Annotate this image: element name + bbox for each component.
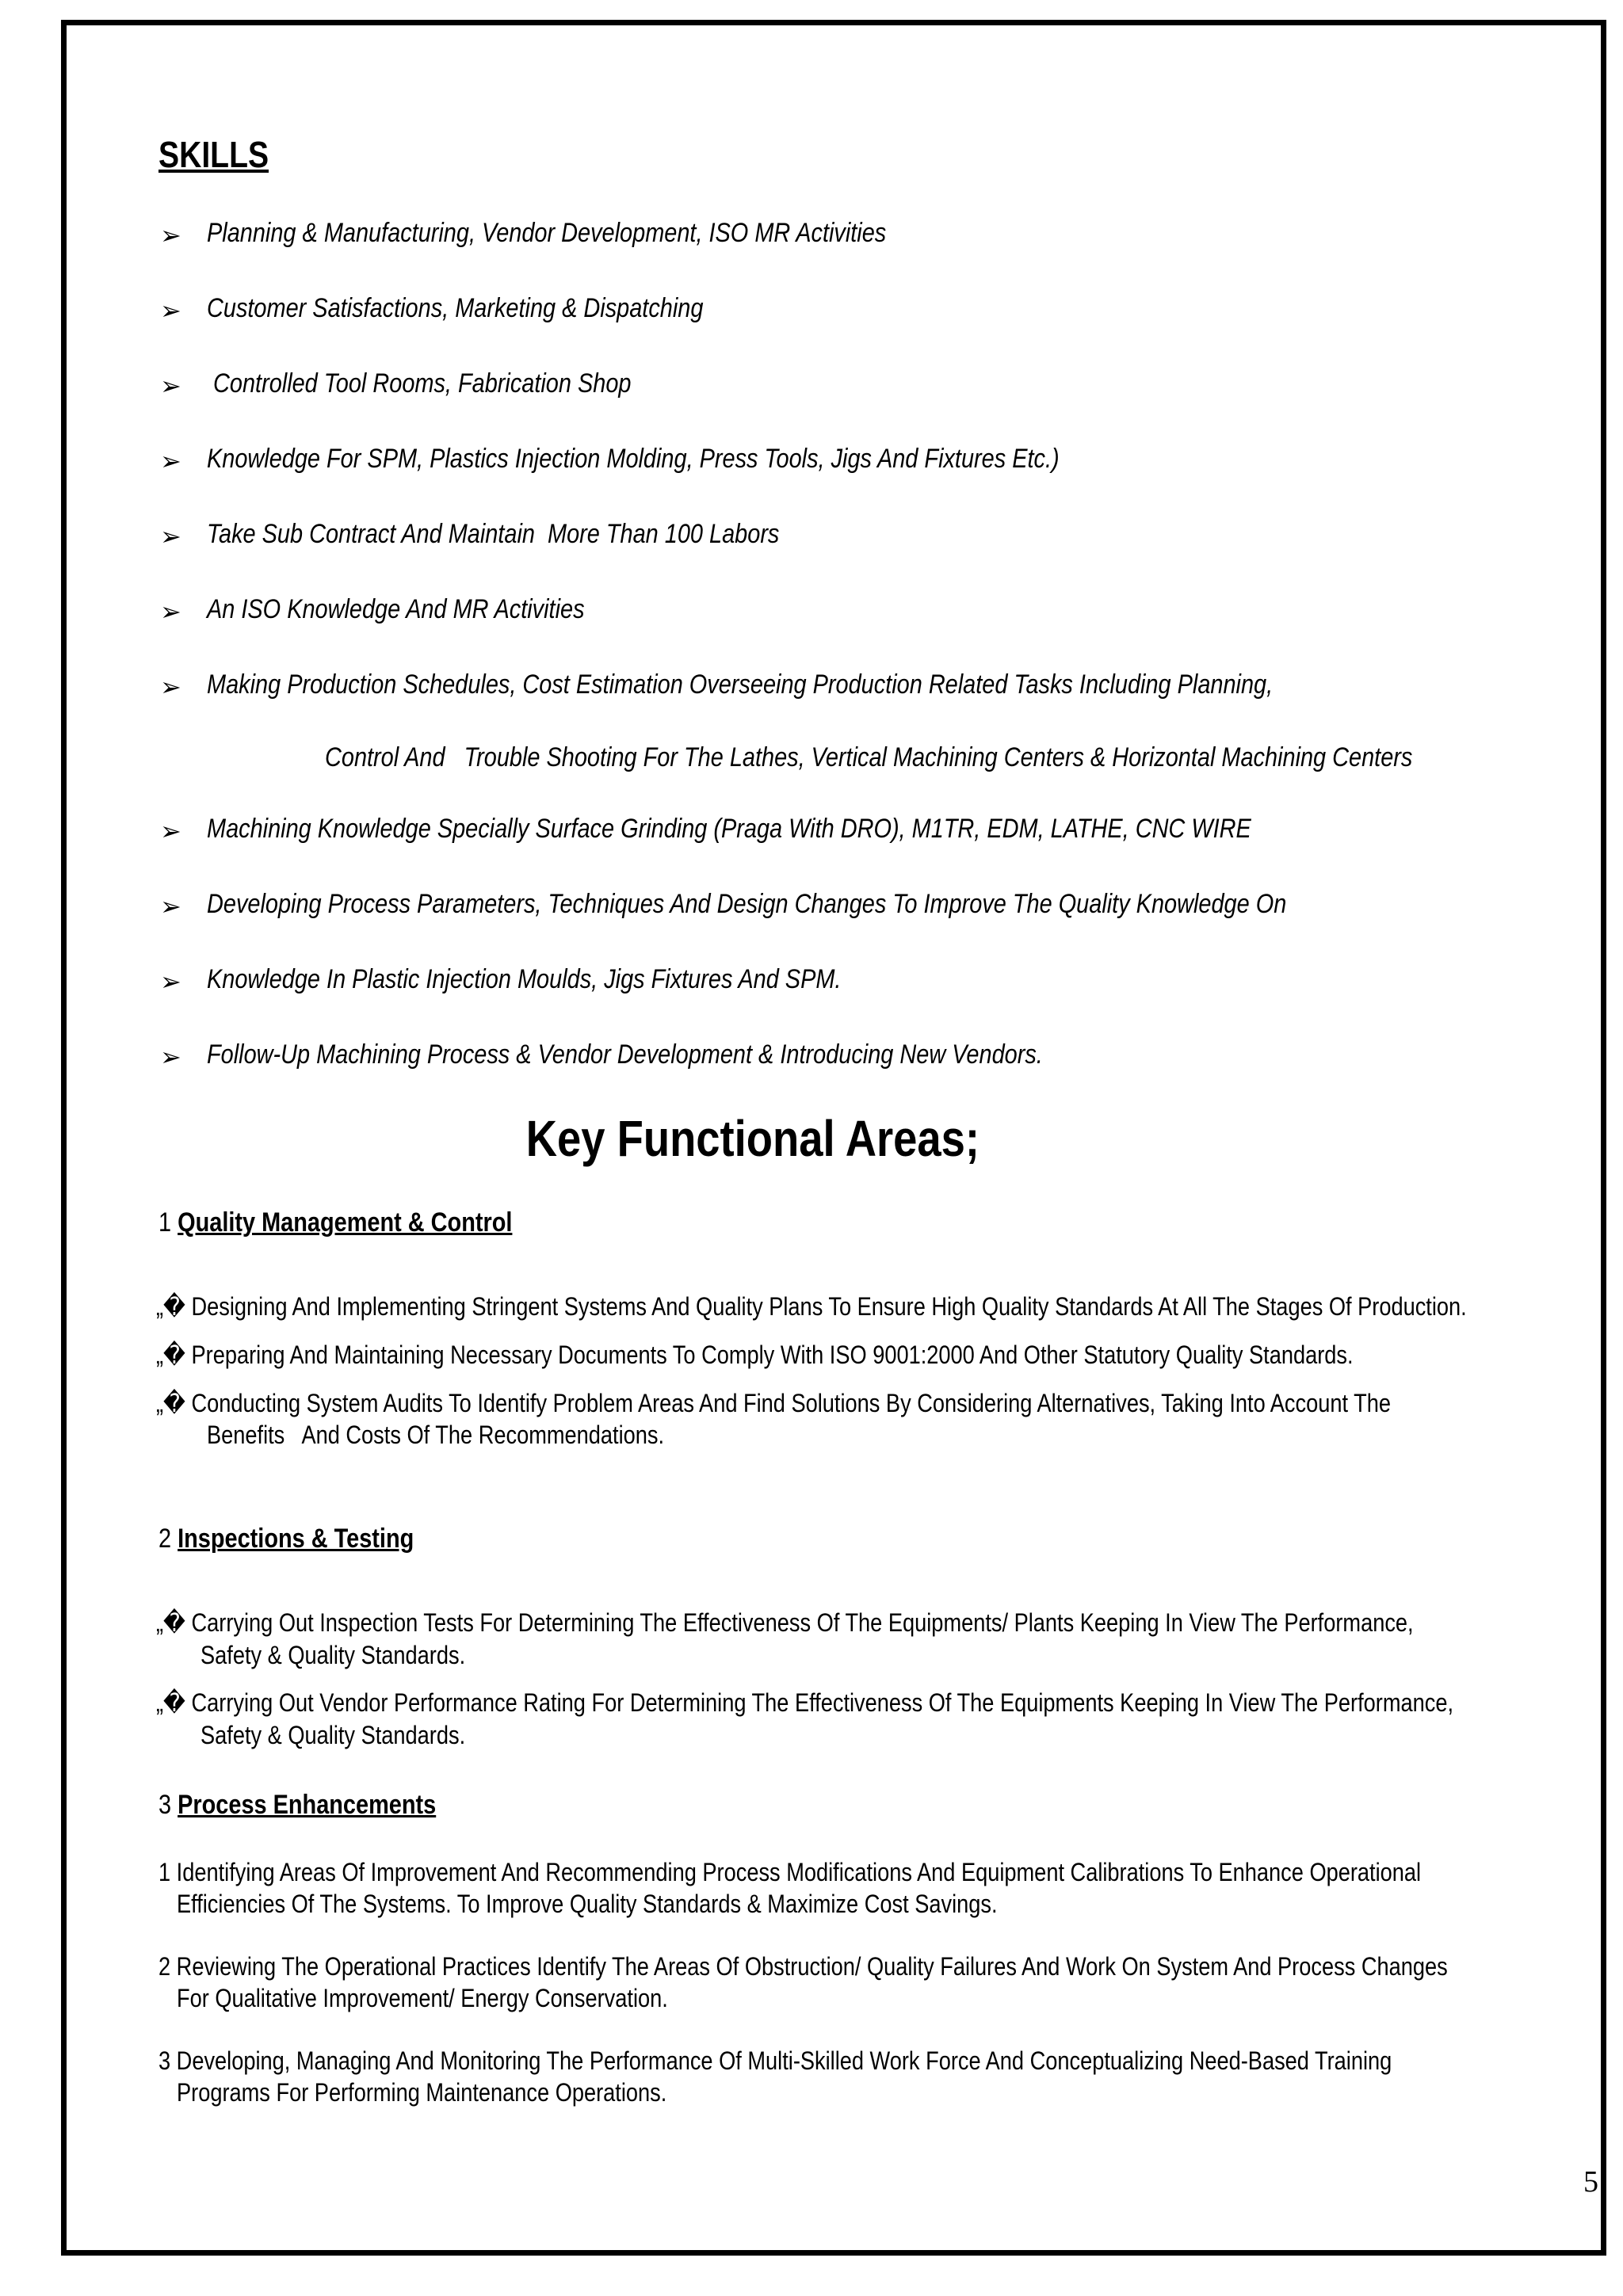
kfa-line [156, 1340, 1354, 1370]
kfa-title-text: Key Functional Areas; [525, 1110, 980, 1167]
bullet-marker: „� [156, 1389, 185, 1417]
skill-item: Knowledge In Plastic Injection Moulds, Jigs Fixtures And SPM. [207, 964, 842, 994]
kfa-line-continuation: Safety & Quality Standards. [200, 1721, 466, 1749]
section-number: 2 [158, 1524, 172, 1554]
kfa-line [156, 1291, 1467, 1322]
section-3-header [158, 1790, 436, 1821]
skill-item: Controlled Tool Rooms, Fabrication Shop [207, 368, 632, 399]
section-heading: Inspections & Testing [178, 1524, 414, 1554]
skill-item: An ISO Knowledge And MR Activities [207, 594, 585, 624]
bullet-marker: „� [156, 1292, 185, 1321]
section-1-header [158, 1207, 512, 1238]
kfa-line [156, 1608, 1414, 1638]
kfa-line-continuation: Efficiencies Of The Systems. To Improve Quality Standards & Maximize Cost Savings. [177, 1890, 998, 1918]
skill-item: Customer Satisfactions, Marketing & Dispatching [207, 293, 704, 323]
section-2-header [158, 1524, 414, 1554]
line-text: Carrying Out Inspection Tests For Determining The Effectiveness Of The Equipments/ Plants Keeping In View The Performance, [191, 1608, 1414, 1637]
bullet-icon: ➢ [160, 597, 181, 626]
bullet-icon: ➢ [160, 296, 181, 325]
bullet-icon: ➢ [160, 673, 181, 701]
section-number: 1 [158, 1207, 172, 1238]
bullet-icon: ➢ [160, 372, 181, 400]
kfa-line [156, 1688, 1453, 1718]
kfa-line: 2 Reviewing The Operational Practices Identify The Areas Of Obstruction/ Quality Failures And Work On System And Process Changes [158, 1952, 1448, 1981]
skill-item: Making Production Schedules, Cost Estimation Overseeing Production Related Tasks Including Planning, [207, 669, 1274, 700]
kfa-line-continuation: Programs For Performing Maintenance Operations. [177, 2078, 667, 2107]
skill-item: Planning & Manufacturing, Vendor Development, ISO MR Activities [207, 218, 887, 248]
line-text: Preparing And Maintaining Necessary Documents To Comply With ISO 9001:2000 And Other Statutory Quality Standards. [191, 1341, 1354, 1369]
line-text: Conducting System Audits To Identify Problem Areas And Find Solutions By Considering Alternatives, Taking Into Account The [191, 1389, 1391, 1417]
bullet-icon: ➢ [160, 522, 181, 551]
kfa-line-continuation: Safety & Quality Standards. [200, 1641, 466, 1669]
page-number: 5 [1583, 2165, 1598, 2199]
skills-title: SKILLS [158, 134, 269, 175]
skill-item: Follow-Up Machining Process & Vendor Development & Introducing New Vendors. [207, 1039, 1043, 1070]
line-text: Designing And Implementing Stringent Systems And Quality Plans To Ensure High Quality Standards At All The Stages Of Production. [191, 1292, 1467, 1321]
line-text: Carrying Out Vendor Performance Rating For Determining The Effectiveness Of The Equipments Keeping In View The Performance, [191, 1688, 1454, 1717]
bullet-icon: ➢ [160, 967, 181, 996]
bullet-marker: „� [156, 1688, 185, 1717]
bullet-marker: „� [156, 1341, 185, 1369]
skill-item: Developing Process Parameters, Techniques And Design Changes To Improve The Quality Knowledge On [207, 889, 1287, 919]
bullet-icon: ➢ [160, 447, 181, 475]
skill-item-continuation: Control And Trouble Shooting For The Lathes, Vertical Machining Centers & Horizontal Machining Centers [325, 742, 1413, 772]
kfa-line: 3 Developing, Managing And Monitoring The Performance Of Multi-Skilled Work Force And Conceptualizing Need-Based Training [158, 2046, 1392, 2075]
kfa-line-continuation: Benefits And Costs Of The Recommendations. [207, 1421, 665, 1449]
kfa-line-continuation: For Qualitative Improvement/ Energy Conservation. [177, 1984, 668, 2012]
bullet-icon: ➢ [160, 1043, 181, 1071]
key-functional-areas-title [0, 1109, 1506, 1168]
kfa-line: 1 Identifying Areas Of Improvement And Recommending Process Modifications And Equipment Calibrations To Enhance Operational [158, 1858, 1422, 1886]
skill-item: Machining Knowledge Specially Surface Grinding (Praga With DRO), M1TR, EDM, LATHE, CNC WIRE [207, 814, 1251, 844]
bullet-icon: ➢ [160, 221, 181, 250]
section-number: 3 [158, 1790, 172, 1820]
kfa-line [156, 1388, 1391, 1418]
skill-item: Take Sub Contract And Maintain More Than 100 Labors [207, 519, 780, 549]
bullet-marker: „� [156, 1608, 185, 1637]
bullet-icon: ➢ [160, 892, 181, 921]
bullet-icon: ➢ [160, 817, 181, 845]
skill-item: Knowledge For SPM, Plastics Injection Molding, Press Tools, Jigs And Fixtures Etc.) [207, 444, 1060, 474]
section-heading: Quality Management & Control [178, 1207, 513, 1238]
section-heading: Process Enhancements [178, 1790, 437, 1820]
